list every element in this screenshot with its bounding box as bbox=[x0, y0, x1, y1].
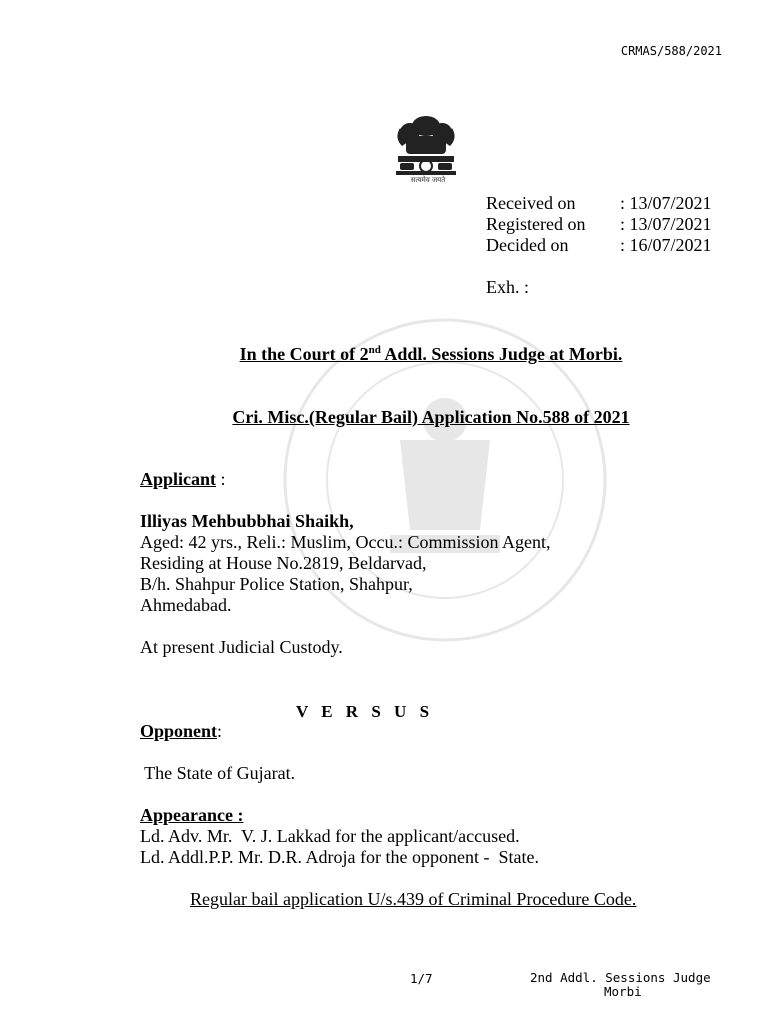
opponent-colon: : bbox=[217, 721, 223, 741]
opponent-name: The State of Gujarat. bbox=[140, 763, 296, 783]
application-heading: Cri. Misc.(Regular Bail) Application No.588 of 2021 bbox=[232, 407, 630, 427]
decided-on-value: : 16/07/2021 bbox=[620, 235, 712, 255]
applicant-label-row bbox=[140, 469, 226, 490]
opponent-label-row bbox=[140, 721, 222, 742]
case-reference: CRMAS/588/2021 bbox=[620, 44, 722, 58]
decided-on-label: Decided on bbox=[486, 235, 569, 255]
exhibit-label: Exh. : bbox=[486, 277, 529, 297]
emblem-motto: सत्यमेव जयते bbox=[410, 176, 446, 184]
versus-heading: V E R S U S bbox=[296, 702, 434, 721]
decided-on-row bbox=[486, 235, 712, 256]
received-on-value: : 13/07/2021 bbox=[620, 193, 712, 213]
footer-judge-line2: Morbi bbox=[604, 984, 642, 999]
court-heading bbox=[0, 344, 768, 365]
appearance-line: Ld. Adv. Mr. V. J. Lakkad for the applicant/accused. bbox=[140, 826, 520, 846]
page-number: 1/7 bbox=[410, 971, 433, 986]
registered-on-label: Registered on bbox=[486, 214, 586, 234]
applicant-detail-line: B/h. Shahpur Police Station, Shahpur, bbox=[140, 574, 413, 594]
applicant-detail-line: Residing at House No.2819, Beldarvad, bbox=[140, 553, 427, 573]
applicant-colon: : bbox=[216, 469, 226, 489]
appearance-label: Appearance : bbox=[140, 805, 244, 825]
applicant-detail-line: Ahmedabad. bbox=[140, 595, 232, 615]
court-heading-post: Addl. Sessions Judge at Morbi. bbox=[380, 344, 623, 364]
court-heading-sup: nd bbox=[368, 344, 381, 356]
opponent-label: Opponent bbox=[140, 721, 218, 741]
footer-judge-line1: 2nd Addl. Sessions Judge bbox=[530, 970, 711, 985]
appearance-line: Ld. Addl.P.P. Mr. D.R. Adroja for the opponent - State. bbox=[140, 847, 539, 867]
applicant-label: Applicant bbox=[140, 469, 217, 489]
court-heading-pre: In the Court of 2 bbox=[239, 344, 369, 364]
received-on-label: Received on bbox=[486, 193, 576, 213]
footer-judge bbox=[530, 971, 711, 999]
registered-on-value: : 13/07/2021 bbox=[620, 214, 712, 234]
custody-status: At present Judicial Custody. bbox=[140, 637, 343, 657]
applicant-name: Illiyas Mehbubbhai Shaikh, bbox=[140, 511, 354, 531]
registered-on-row bbox=[486, 214, 712, 235]
application-subject: Regular bail application U/s.439 of Criminal Procedure Code. bbox=[190, 889, 637, 909]
applicant-detail-line: Aged: 42 yrs., Reli.: Muslim, Occu.: Commission Agent, bbox=[140, 532, 551, 552]
received-on-row bbox=[486, 193, 712, 214]
